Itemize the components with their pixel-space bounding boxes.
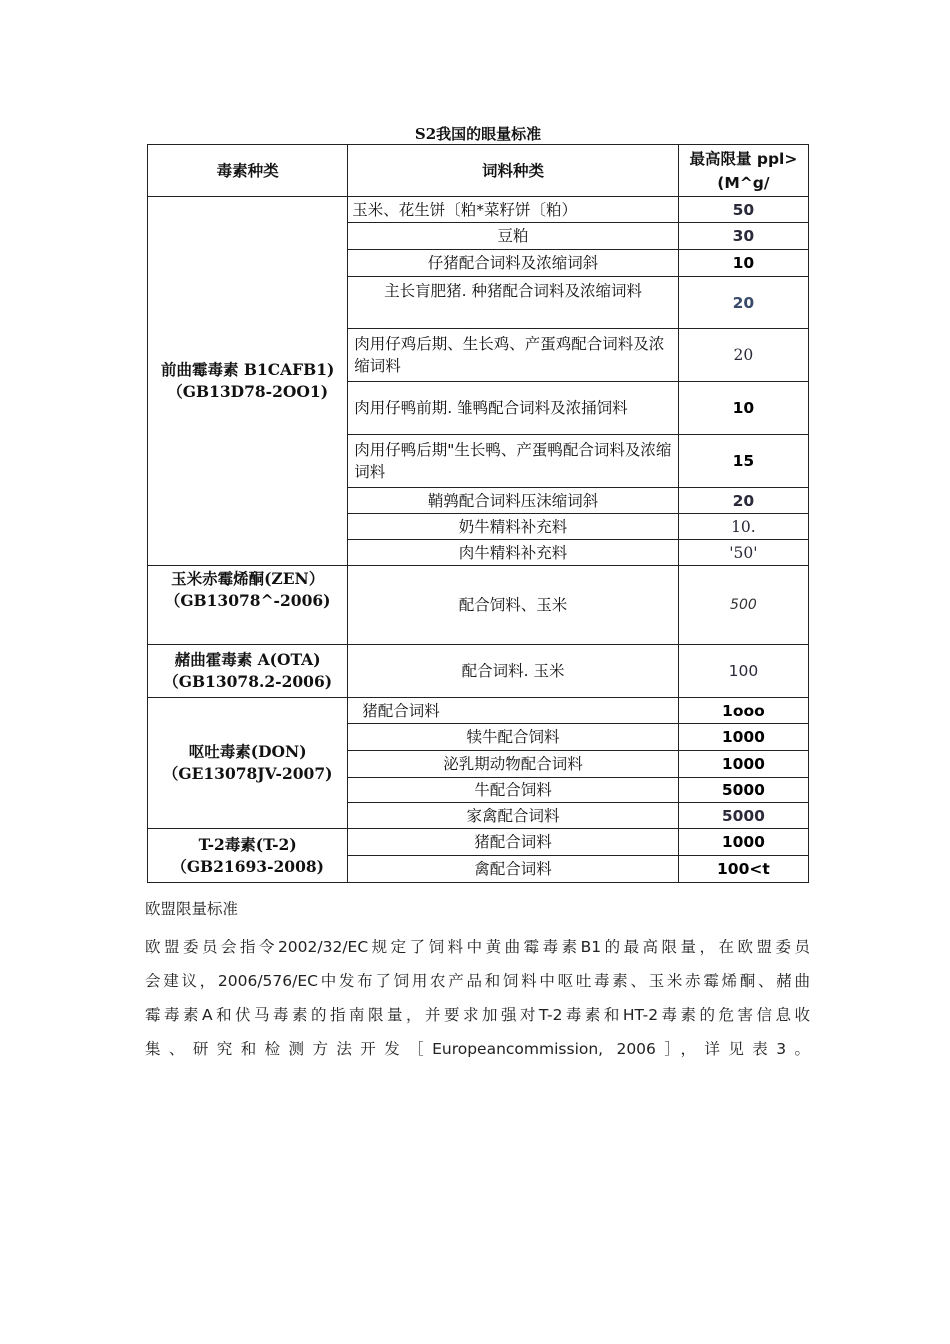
- limit-cell: 500: [678, 566, 808, 645]
- feed-cell: 仔猪配合词料及浓缩词斜: [348, 250, 679, 277]
- limit-cell: 20: [678, 488, 808, 514]
- limit-cell: 50: [678, 197, 808, 223]
- feed-cell: 肉牛精料补充料: [348, 540, 679, 566]
- toxin-t2: T-2毒素(T-2)（GB21693-2008): [148, 829, 348, 883]
- limit-cell: 20: [678, 277, 808, 329]
- feed-cell: 配合词料. 玉米: [348, 645, 679, 698]
- table-row: [148, 698, 809, 724]
- header-toxin: 毒素种类: [148, 145, 348, 197]
- table-row: [148, 645, 809, 698]
- limit-cell: 30: [678, 223, 808, 250]
- feed-cell: 猪配合词料: [348, 829, 679, 856]
- header-feed: 词料种类: [348, 145, 679, 197]
- eu-body-line: 会建议，2006/576/EC中发布了饲用农产品和饲料中呕吐毒素、玉米赤霉烯酮、赭曲: [145, 972, 810, 990]
- limit-cell: 1000: [678, 751, 808, 778]
- eu-body-line: 霉毒素A和伏马毒素的指南限量，并要求加强对T-2毒素和HT-2毒素的危害信息收: [145, 1006, 810, 1024]
- feed-cell: 奶牛精料补充料: [348, 514, 679, 540]
- toxin-don: 呕吐毒素(DON)（GE13078JV-2007): [148, 698, 348, 829]
- limit-cell: 1000: [678, 829, 808, 856]
- table-row: [148, 566, 809, 645]
- eu-body-line: 集、研究和检测方法开发［Europeancommission, 2006］，详见表3。: [145, 1040, 810, 1058]
- table-row: [148, 829, 809, 856]
- feed-cell: 肉用仔鸭后期"生长鸭、产蛋鸭配合词料及浓缩词料: [348, 435, 679, 488]
- limit-cell: '50': [678, 540, 808, 566]
- feed-cell: 泌乳期动物配合词料: [348, 751, 679, 778]
- feed-cell: 主长肓肥猪. 种猪配合词料及浓缩词料: [348, 277, 679, 329]
- eu-section-title: 欧盟限量标准: [145, 900, 239, 918]
- limit-cell: 100<t: [678, 856, 808, 883]
- eu-body-paragraph: [145, 930, 810, 1066]
- limit-cell: 100: [678, 645, 808, 698]
- limit-cell: 5000: [678, 803, 808, 829]
- table-caption: S2我国的眼量标准: [414, 125, 542, 143]
- limit-cell: 10.: [678, 514, 808, 540]
- feed-cell: 配合饲料、玉米: [348, 566, 679, 645]
- feed-cell: 豆粕: [348, 223, 679, 250]
- toxin-ota: 赭曲霍毒素 A(OTA)（GB13078.2-2006): [148, 645, 348, 698]
- limit-standard-table: [147, 144, 809, 883]
- feed-cell: 玉米、花生饼〔粕*菜籽饼〔粕）: [348, 197, 679, 223]
- table-row: [148, 197, 809, 223]
- eu-body-line: 欧盟委员会指令2002/32/EC规定了饲料中黄曲霉毒素B1的最高限量，在欧盟委员: [145, 938, 810, 956]
- feed-cell: 猪配合词料: [348, 698, 679, 724]
- feed-cell: 肉用仔鸭前期. 雏鸭配合词料及浓捅饲料: [348, 382, 679, 435]
- limit-cell: 15: [678, 435, 808, 488]
- feed-cell: 禽配合词料: [348, 856, 679, 883]
- limit-cell: 10: [678, 250, 808, 277]
- limit-cell: 10: [678, 382, 808, 435]
- feed-cell: 牛配合饲料: [348, 778, 679, 803]
- limit-cell: 20: [678, 329, 808, 382]
- feed-cell: 肉用仔鸡后期、生长鸡、产蛋鸡配合词料及浓缩词料: [348, 329, 679, 382]
- feed-cell: 家禽配合词料: [348, 803, 679, 829]
- feed-cell: 犊牛配合饲料: [348, 724, 679, 751]
- header-limit: 最高限量 ppl>(M^g/: [678, 145, 808, 197]
- limit-cell: 5000: [678, 778, 808, 803]
- toxin-zen: 玉米赤霉烯酮(ZEN）（GB13078^-2006): [148, 566, 348, 645]
- limit-cell: 1ooo: [678, 698, 808, 724]
- toxin-afb1: 前曲霉毒素 B1CAFB1)（GB13D78-2OO1): [148, 197, 348, 566]
- feed-cell: 鞘鹑配合词料压沫缩词斜: [348, 488, 679, 514]
- limit-cell: 1000: [678, 724, 808, 751]
- table-header-row: [148, 145, 809, 197]
